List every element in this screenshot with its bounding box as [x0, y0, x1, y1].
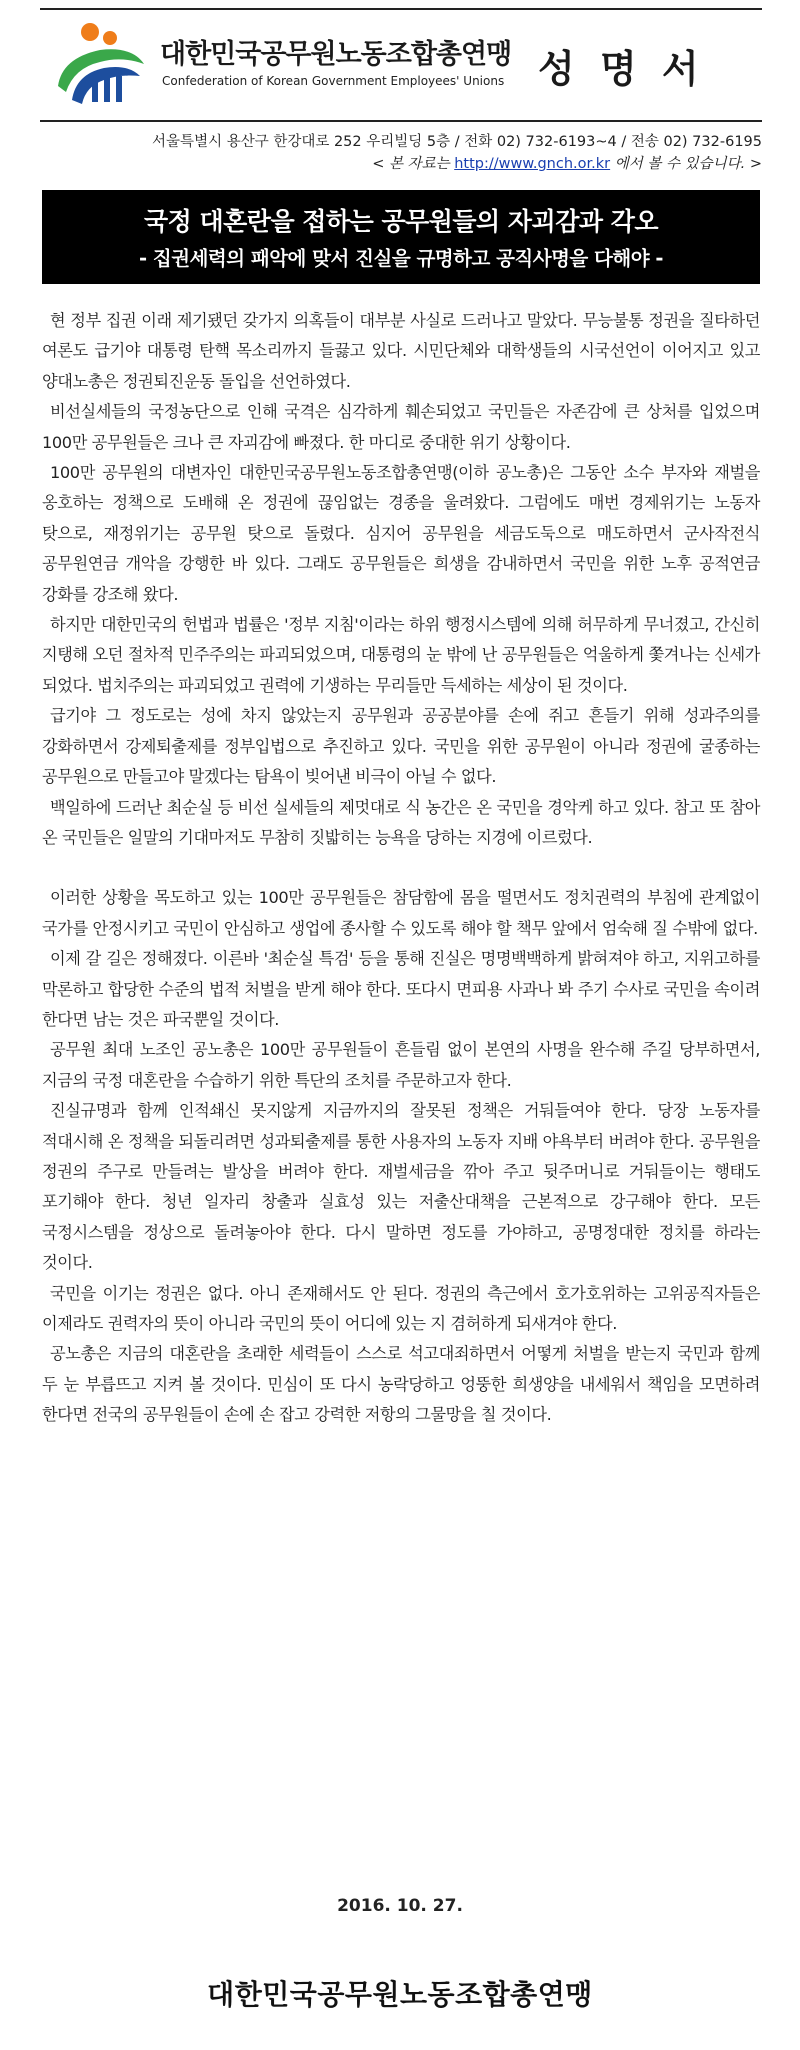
- body-paragraph: 급기야 그 정도로는 성에 차지 않았는지 공무원과 공공분야를 손에 쥐고 흔들기 위해 성과주의를 강화하면서 강제퇴출제를 정부입법으로 추진하고 있다. 국민을 위한 공무원이 아니라 정권에 굴종하는 공무원으로 만들고야 말겠다는 탐욕이 빚어낸 비극이 아닐 수 없다.: [42, 706, 760, 787]
- statement-subtitle: - 집권세력의 패악에 맞서 진실을 규명하고 공직사명을 다해야 -: [139, 247, 663, 270]
- statement-title: 국정 대혼란을 접하는 공무원들의 자괴감과 각오: [143, 207, 659, 236]
- statement-date: 2016. 10. 27.: [337, 1896, 463, 1916]
- body-paragraph: 하지만 대한민국의 헌법과 법률은 '정부 지침'이라는 하위 행정시스템에 의해 허무하게 무너졌고, 간신히 지탱해 오던 절차적 민주주의는 파괴되었으며, 대통령의 눈 밖에 난 공무원들은 억울하게 쫓겨나는 신세가 되었다. 법치주의는 파괴되었고 권력에 기생하는 무리들만 득세하는 세상이 된 것이다.: [42, 615, 760, 695]
- website-link[interactable]: http://www.gnch.or.kr: [454, 156, 611, 172]
- contact-info: 서울특별시 용산구 한강대로 252 우리빌딩 5층 / 전화 02) 732-6193~4 / 전송 02) 732-6195: [152, 134, 762, 150]
- org-name-english: Confederation of Korean Government Employees' Unions: [162, 74, 505, 88]
- body-paragraph: 공무원 최대 노조인 공노총은 100만 공무원들이 흔들림 없이 본연의 사명을 완수해 주길 당부하면서, 지금의 국정 대혼란을 수습하기 위한 특단의 조치를 주문하고자 한다.: [42, 1040, 760, 1090]
- body-paragraph: 진실규명과 함께 인적쇄신 못지않게 지금까지의 잘못된 정책은 거둬들여야 한다. 당장 노동자를 적대시해 온 정책을 되돌리려면 성과퇴출제를 통한 사용자의 노동자 지배 야욕부터 버려야 한다. 공무원을 정권의 주구로 만들려는 발상을 버려야 한다. 재벌세금을 깎아 주고 뒷주머니로 거둬들이는 행태도 포기해야 한다. 청년 일자리 창출과 실효성 있는 저출산대책을 근본적으로 강구해야 한다. 모든 국정시스템을 정상으로 돌려놓아야 한다. 다시 말하면 정도를 가야하고, 공명정대한 정치를 하라는 것이다.: [42, 1101, 760, 1273]
- header-rule: [40, 120, 762, 122]
- statement-body: [42, 306, 760, 1431]
- body-paragraph: 이제 갈 길은 정해졌다. 이른바 '최순실 특검' 등을 통해 진실은 명명백백하게 밝혀져야 하고, 지위고하를 막론하고 합당한 수준의 법적 처벌을 받게 해야 한다. 또다시 면피용 사과나 봐 주기 수사로 국민을 속이려 한다면 남는 것은 파국뿐일 것이다.: [42, 949, 760, 1029]
- body-paragraph: 100만 공무원의 대변자인 대한민국공무원노동조합총연맹(이하 공노총)은 그동안 소수 부자와 재벌을 옹호하는 정책으로 도배해 온 정권에 끊임없는 경종을 울려왔다. 그럼에도 매번 경제위기는 노동자 탓으로, 재정위기는 공무원 탓으로 돌렸다. 심지어 공무원을 세금도둑으로 매도하면서 군사작전식 공무원연금 개악을 강행한 바 있다. 그래도 공무원들은 희생을 감내하면서 국민을 위한 노후 공적연금 강화를 강조해 왔다.: [42, 463, 760, 604]
- notice-suffix: 에서 볼 수 있습니다. >: [610, 156, 762, 172]
- letterhead: [40, 10, 762, 118]
- body-paragraph: 현 정부 집권 이래 제기됐던 갖가지 의혹들이 대부분 사실로 드러나고 말았다. 무능불통 정권을 질타하던 여론도 급기야 대통령 탄핵 목소리까지 들끓고 있다. 시민단체와 대학생들의 시국선언이 이어지고 있고 양대노총은 정권퇴진운동 돌입을 선언하였다.: [42, 311, 760, 391]
- title-banner: [42, 190, 760, 284]
- body-paragraph: 백일하에 드러난 최순실 등 비선 실세들의 제멋대로 식 농간은 온 국민을 경악케 하고 있다. 참고 또 참아 온 국민들은 일말의 기대마저도 무참히 짓밟히는 능욕을 당하는 지경에 이르렀다.: [42, 797, 760, 847]
- document-type-heading: 성 명 서: [538, 47, 705, 91]
- org-name-korean: 대한민국공무원노동조합총연맹: [160, 39, 512, 70]
- body-paragraph: 이러한 상황을 목도하고 있는 100만 공무원들은 참담함에 몸을 떨면서도 정치권력의 부침에 관계없이 국가를 안정시키고 국민이 안심하고 생업에 종사할 수 있도록 해야 할 책무 앞에서 엄숙해 질 수밖에 없다.: [42, 888, 760, 938]
- website-notice: [40, 152, 762, 173]
- body-paragraph: 비선실세들의 국정농단으로 인해 국격은 심각하게 훼손되었고 국민들은 자존감에 큰 상처를 입었으며 100만 공무원들은 크나 큰 자괴감에 빠졌다. 한 마디로 중대한 위기 상황이다.: [42, 402, 760, 452]
- body-paragraph: 공노총은 지금의 대혼란을 초래한 세력들이 스스로 석고대죄하면서 어떻게 처벌을 받는지 국민과 함께 두 눈 부릅뜨고 지켜 볼 것이다. 민심이 또 다시 농락당하고 엉뚱한 희생양을 내세워서 책임을 모면하려 한다면 전국의 공무원들이 손에 손 잡고 강력한 저항의 그물망을 칠 것이다.: [42, 1344, 760, 1425]
- signature-org-name: 대한민국공무원노동조합총연맹: [207, 1978, 593, 2011]
- union-logo-icon: [52, 16, 148, 106]
- body-paragraph: 국민을 이기는 정권은 없다. 아니 존재해서도 안 된다. 정권의 측근에서 호가호위하는 고위공직자들은 이제라도 권력자의 뜻이 아니라 국민의 뜻이 어디에 있는 지 겸허하게 되새겨야 한다.: [42, 1283, 760, 1333]
- notice-prefix: < 본 자료는: [372, 156, 455, 172]
